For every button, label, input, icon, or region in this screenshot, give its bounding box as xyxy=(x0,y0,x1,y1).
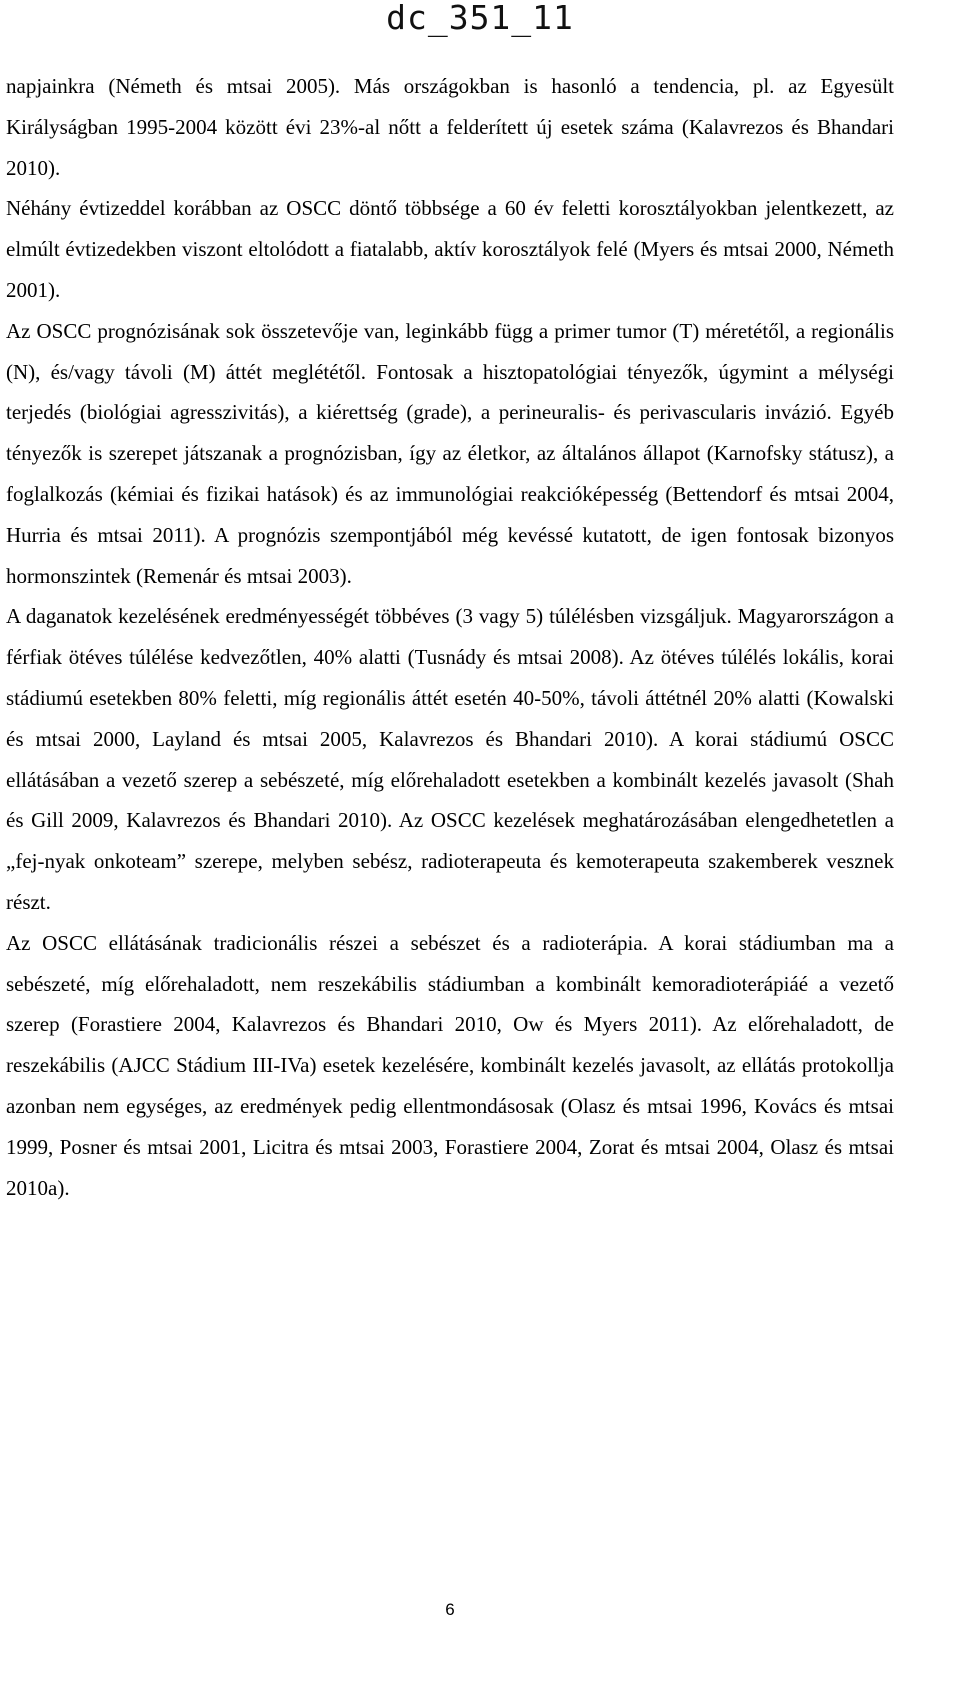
paragraph: Néhány évtizeddel korábban az OSCC döntő többsége a 60 év feletti korosztályokban jelentkezett, az elmúlt évtizedekben viszont eltolódott a fiatalabb, aktív korosztályok felé (Myers és mtsai 2000, Németh 2001). xyxy=(6,196,894,302)
document-id-header: dc_351_11 xyxy=(386,0,574,37)
page-number: 6 xyxy=(445,1600,455,1619)
paragraph: Az OSCC ellátásának tradicionális részei a sebészet és a radioterápia. A korai stádiumban ma a sebészeté, míg előrehaladott, nem reszekábilis stádiumban a kombinált kemoradioterápiáé a vezető szerep (Forastiere 2004, Kalavrezos és Bhandari 2010, Ow és Myers 2011). Az előrehaladott, de reszekábilis (AJCC Stádium III-IVa) esetek kezelésére, kombinált kezelés javasolt, az ellátás protokollja azonban nem egységes, az eredmények pedig ellentmondásosak (Olasz és mtsai 1996, Kovács és mtsai 1999, Posner és mtsai 2001, Licitra és mtsai 2003, Forastiere 2004, Zorat és mtsai 2004, Olasz és mtsai 2010a). xyxy=(6,930,894,1200)
paragraph: napjainkra (Németh és mtsai 2005). Más országokban is hasonló a tendencia, pl. az Egyesült Királyságban 1995-2004 között évi 23%-al nőtt a felderített új esetek száma (Kalavrezos és Bhandari 2010). xyxy=(6,74,894,180)
paragraph: Az OSCC prognózisának sok összetevője van, leginkább függ a primer tumor (T) méretétől, a regionális (N), és/vagy távoli (M) áttét meglététől. Fontosak a hisztopatológiai tényezők, úgymint a mélységi terjedés (biológiai agresszivitás), a kiérettség (grade), a perineuralis- és perivascularis invázió. Egyéb tényezők is szerepet játszanak a prognózisban, így az életkor, az általános állapot (Karnofsky státusz), a foglalkozás (kémiai és fizikai hatások) és az immunológiai reakcióképesség (Bettendorf és mtsai 2004, Hurria és mtsai 2011). A prognózis szempontjából még kevéssé kutatott, de igen fontosak bizonyos hormonszintek (Remenár és mtsai 2003). xyxy=(6,318,894,588)
document-body xyxy=(6,66,894,1208)
paragraph: A daganatok kezelésének eredményességét többéves (3 vagy 5) túlélésben vizsgáljuk. Magyarországon a férfiak ötéves túlélése kedvezőtlen, 40% alatti (Tusnády és mtsai 2008). Az ötéves túlélés lokális, korai stádiumú esetekben 80% feletti, míg regionális áttét esetén 40-50%, távoli áttétnél 20% alatti (Kowalski és mtsai 2000, Layland és mtsai 2005, Kalavrezos és Bhandari 2010). A korai stádiumú OSCC ellátásában a vezető szerep a sebészeté, míg előrehaladott esetekben a kombinált kezelés javasolt (Shah és Gill 2009, Kalavrezos és Bhandari 2010). Az OSCC kezelések meghatározásában elengedhetetlen a „fej-nyak onkoteam” szerepe, melyben sebész, radioterapeuta és kemoterapeuta szakemberek vesznek részt. xyxy=(6,604,894,914)
